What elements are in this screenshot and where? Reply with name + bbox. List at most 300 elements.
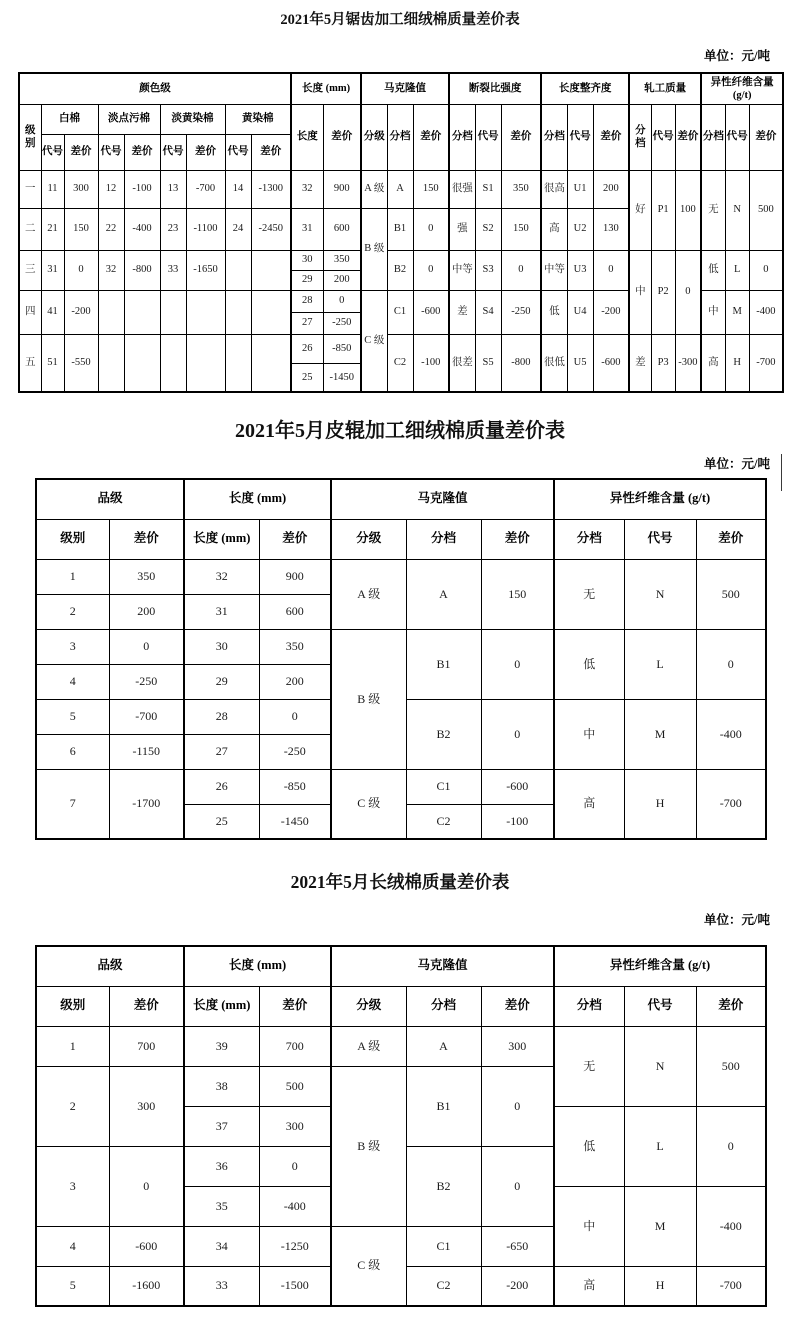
cell: -200 <box>481 1266 554 1306</box>
cell: L <box>624 629 696 699</box>
empty-cell <box>160 334 186 392</box>
cell: 29 <box>291 270 323 290</box>
cell: 很差 <box>449 334 475 392</box>
cell: 51 <box>41 334 64 392</box>
cell: -650 <box>481 1226 554 1266</box>
cell: 低 <box>554 629 624 699</box>
header-cell: 代号 <box>160 134 186 170</box>
table-row <box>19 170 783 208</box>
cell: 0 <box>109 1146 184 1226</box>
header-cell: 代号 <box>567 104 593 170</box>
cell: 26 <box>291 334 323 363</box>
cell: 25 <box>184 804 259 839</box>
cell: A <box>406 559 481 629</box>
cell: 300 <box>109 1066 184 1146</box>
cell: U4 <box>567 290 593 334</box>
cell: 500 <box>259 1066 331 1106</box>
cell: 37 <box>184 1106 259 1146</box>
header-cell: 差价 <box>481 986 554 1026</box>
header-length: 长度 (mm) <box>184 479 331 519</box>
cell: 22 <box>98 208 124 250</box>
cell: 很低 <box>541 334 567 392</box>
header-micronaire: 马克隆值 <box>361 73 449 104</box>
cell: 0 <box>109 629 184 664</box>
header-cell: 差价 <box>696 986 766 1026</box>
cell: -250 <box>501 290 541 334</box>
table1-unit-label <box>0 49 770 64</box>
cell: 4 <box>36 664 109 699</box>
cell: -400 <box>696 1186 766 1266</box>
cell: C2 <box>387 334 413 392</box>
cell: 28 <box>184 699 259 734</box>
cell: U3 <box>567 250 593 290</box>
cell: 0 <box>323 290 361 312</box>
header-color-grade: 颜色级 <box>19 73 291 104</box>
cell: 32 <box>98 250 124 290</box>
cell: 中等 <box>541 250 567 290</box>
cell: -850 <box>259 769 331 804</box>
header-grade-section: 品级 <box>36 946 184 986</box>
header-grade-section: 品级 <box>36 479 184 519</box>
header-cell: 代号 <box>725 104 749 170</box>
header-length: 长度 (mm) <box>184 946 331 986</box>
cell: 0 <box>696 629 766 699</box>
table-row <box>36 479 766 519</box>
cell: 1 <box>36 1026 109 1066</box>
cell: U1 <box>567 170 593 208</box>
cell: -250 <box>323 312 361 334</box>
cell: 差 <box>629 334 651 392</box>
table3-unit-label <box>0 913 770 928</box>
table-row <box>36 559 766 594</box>
cell: 300 <box>64 170 98 208</box>
cell: -1700 <box>109 769 184 839</box>
table3-title: 2021年5月长绒棉质量差价表 <box>290 872 510 892</box>
header-strength: 断裂比强度 <box>449 73 541 104</box>
header-cell: 级别 <box>36 519 109 559</box>
header-cell: 代号 <box>624 519 696 559</box>
header-cell: 代号 <box>98 134 124 170</box>
cell: B 级 <box>331 629 406 769</box>
cell: 6 <box>36 734 109 769</box>
header-cell: 代号 <box>651 104 675 170</box>
unit-text <box>704 457 770 472</box>
table2-unit-label <box>0 457 770 472</box>
cell: -600 <box>593 334 629 392</box>
cell: 36 <box>184 1146 259 1186</box>
cell: 200 <box>323 270 361 290</box>
cell: 高 <box>554 769 624 839</box>
cell: A 级 <box>361 170 387 208</box>
header-length: 长度 (mm) <box>291 73 361 104</box>
cell: N <box>624 559 696 629</box>
cell: -1650 <box>186 250 225 290</box>
empty-cell <box>186 290 225 334</box>
cell: -100 <box>124 170 160 208</box>
header-cell: 差价 <box>124 134 160 170</box>
cell: 高 <box>541 208 567 250</box>
empty-cell <box>98 290 124 334</box>
header-foreign-fiber-line1: 异性纤维含量 <box>710 76 774 88</box>
cell: 900 <box>259 559 331 594</box>
table-row <box>36 519 766 559</box>
cell: L <box>725 250 749 290</box>
cell: P2 <box>651 250 675 334</box>
header-cell: 分档 <box>406 986 481 1026</box>
header-cell: 差价 <box>259 986 331 1026</box>
cell: 中 <box>554 699 624 769</box>
header-cell: 级别 <box>36 986 109 1026</box>
cell: U5 <box>567 334 593 392</box>
cell: C2 <box>406 804 481 839</box>
cell: 500 <box>696 1026 766 1106</box>
cell: -700 <box>696 769 766 839</box>
cell: 24 <box>225 208 251 250</box>
header-cell: 分档 <box>406 519 481 559</box>
table-row <box>36 946 766 986</box>
cell: 0 <box>64 250 98 290</box>
empty-cell <box>251 250 291 290</box>
cell: 5 <box>36 699 109 734</box>
cell: 500 <box>696 559 766 629</box>
cell: 二 <box>19 208 41 250</box>
cell: 28 <box>291 290 323 312</box>
cell: -250 <box>109 664 184 699</box>
cell: 7 <box>36 769 109 839</box>
cell: 23 <box>160 208 186 250</box>
table-border-artifact <box>781 454 782 491</box>
cell: 很高 <box>541 170 567 208</box>
table-row <box>19 104 783 134</box>
cell: 高 <box>701 334 725 392</box>
header-cell: 分级 <box>331 986 406 1026</box>
cell: B1 <box>387 208 413 250</box>
header-cell: 分档 <box>629 104 651 170</box>
empty-cell <box>186 334 225 392</box>
header-cell: 差价 <box>413 104 449 170</box>
header-yellow-cotton: 黄染棉 <box>225 104 291 134</box>
cell: 五 <box>19 334 41 392</box>
header-cell: 差价 <box>501 104 541 170</box>
header-cell: 差价 <box>696 519 766 559</box>
cell: 200 <box>259 664 331 699</box>
cell: S1 <box>475 170 501 208</box>
cell: 三 <box>19 250 41 290</box>
empty-cell <box>160 290 186 334</box>
cell: C1 <box>406 769 481 804</box>
cell: 0 <box>696 1106 766 1186</box>
cell: 33 <box>160 250 186 290</box>
empty-cell <box>225 290 251 334</box>
header-cell: 差价 <box>749 104 783 170</box>
cell: 900 <box>323 170 361 208</box>
header-micronaire: 马克隆值 <box>331 479 554 519</box>
cell: -250 <box>259 734 331 769</box>
header-cell: 分档 <box>449 104 475 170</box>
cell: 中 <box>554 1186 624 1266</box>
cell: H <box>725 334 749 392</box>
header-ginning-quality: 轧工质量 <box>629 73 701 104</box>
cell: -400 <box>259 1186 331 1226</box>
cell: P3 <box>651 334 675 392</box>
cell: 350 <box>109 559 184 594</box>
cell: A 级 <box>331 559 406 629</box>
cell: 无 <box>554 559 624 629</box>
cell: 350 <box>259 629 331 664</box>
header-micronaire: 马克隆值 <box>331 946 554 986</box>
table-row <box>36 629 766 664</box>
cell: 2 <box>36 594 109 629</box>
header-cell: 差价 <box>109 519 184 559</box>
header-cell: 分级 <box>361 104 387 170</box>
empty-cell <box>124 334 160 392</box>
empty-cell <box>225 250 251 290</box>
cell: 300 <box>259 1106 331 1146</box>
header-cell: 差价 <box>251 134 291 170</box>
header-cell: 差价 <box>323 104 361 170</box>
cell: 0 <box>259 699 331 734</box>
header-cell: 分级 <box>331 519 406 559</box>
cell: 130 <box>593 208 629 250</box>
cell: 600 <box>259 594 331 629</box>
header-cell: 分档 <box>541 104 567 170</box>
cell: 12 <box>98 170 124 208</box>
header-cell: 分档 <box>387 104 413 170</box>
cell: 30 <box>291 250 323 270</box>
cell: 5 <box>36 1266 109 1306</box>
cell: 1 <box>36 559 109 594</box>
cell: U2 <box>567 208 593 250</box>
cell: -600 <box>109 1226 184 1266</box>
cell: 11 <box>41 170 64 208</box>
cell: 中 <box>629 250 651 334</box>
cell: S5 <box>475 334 501 392</box>
empty-cell <box>251 334 291 392</box>
cell: 600 <box>323 208 361 250</box>
cell: 31 <box>291 208 323 250</box>
cell: 31 <box>184 594 259 629</box>
cell: N <box>725 170 749 250</box>
header-foreign-fiber: 异性纤维含量 (g/t) <box>554 946 766 986</box>
header-light-yellow-cotton: 淡黄染棉 <box>160 104 225 134</box>
header-white-cotton: 白棉 <box>41 104 98 134</box>
header-cell: 代号 <box>225 134 251 170</box>
cell: -1150 <box>109 734 184 769</box>
header-cell: 差价 <box>675 104 701 170</box>
cell: C1 <box>406 1226 481 1266</box>
sawtooth-cotton-price-table <box>18 72 784 393</box>
cell: 300 <box>481 1026 554 1066</box>
cell: 一 <box>19 170 41 208</box>
cell: 350 <box>501 170 541 208</box>
header-cell: 差价 <box>259 519 331 559</box>
cell: -1100 <box>186 208 225 250</box>
header-cell: 代号 <box>624 986 696 1026</box>
cell: 32 <box>291 170 323 208</box>
header-cell: 差价 <box>186 134 225 170</box>
cell: 14 <box>225 170 251 208</box>
cell: H <box>624 769 696 839</box>
cell: -850 <box>323 334 361 363</box>
header-cell: 差价 <box>593 104 629 170</box>
cell: 无 <box>554 1026 624 1106</box>
cell: A <box>406 1026 481 1066</box>
cell: -700 <box>749 334 783 392</box>
header-foreign-fiber-line2: (g/t) <box>732 89 752 101</box>
cell: 高 <box>554 1266 624 1306</box>
cell: 0 <box>259 1146 331 1186</box>
cell: B2 <box>406 699 481 769</box>
cell: 25 <box>291 363 323 392</box>
cell: 33 <box>184 1266 259 1306</box>
cell: 0 <box>413 208 449 250</box>
cell: 200 <box>109 594 184 629</box>
cell: A 级 <box>331 1026 406 1066</box>
cell: 27 <box>291 312 323 334</box>
cell: -1450 <box>259 804 331 839</box>
cell: -600 <box>413 290 449 334</box>
table-row <box>19 250 783 270</box>
long-staple-cotton-price-table <box>35 945 767 1307</box>
cell: 好 <box>629 170 651 250</box>
cell: 低 <box>701 250 725 290</box>
cell: 低 <box>541 290 567 334</box>
cell: 27 <box>184 734 259 769</box>
cell: -1300 <box>251 170 291 208</box>
cell: 3 <box>36 1146 109 1226</box>
cell: 0 <box>675 250 701 334</box>
cell: -100 <box>481 804 554 839</box>
cell: L <box>624 1106 696 1186</box>
empty-cell <box>225 334 251 392</box>
cell: 150 <box>481 559 554 629</box>
header-cell: 差价 <box>109 986 184 1026</box>
cell: M <box>624 699 696 769</box>
cell: 强 <box>449 208 475 250</box>
cell: S4 <box>475 290 501 334</box>
cell: -1250 <box>259 1226 331 1266</box>
cell: 38 <box>184 1066 259 1106</box>
table2-title: 2021年5月皮辊加工细绒棉质量差价表 <box>235 420 565 442</box>
cell: 30 <box>184 629 259 664</box>
header-cell: 差价 <box>481 519 554 559</box>
header-cell: 长度 (mm) <box>184 519 259 559</box>
cell: 500 <box>749 170 783 250</box>
cell: -600 <box>481 769 554 804</box>
table-row <box>36 986 766 1026</box>
cell: A <box>387 170 413 208</box>
table-row <box>36 769 766 804</box>
cell: 3 <box>36 629 109 664</box>
header-foreign-fiber <box>701 73 783 104</box>
cell: -400 <box>749 290 783 334</box>
cell: B1 <box>406 1066 481 1146</box>
header-cell: 分档 <box>554 519 624 559</box>
cell: 150 <box>501 208 541 250</box>
header-foreign-fiber: 异性纤维含量 (g/t) <box>554 479 766 519</box>
cell: 350 <box>323 250 361 270</box>
cell: 39 <box>184 1026 259 1066</box>
header-cell: 长度 (mm) <box>184 986 259 1026</box>
cell: M <box>725 290 749 334</box>
cell: 29 <box>184 664 259 699</box>
cell: 0 <box>481 1146 554 1226</box>
cell: M <box>624 1186 696 1266</box>
roller-gin-cotton-price-table <box>35 478 767 840</box>
cell: 4 <box>36 1226 109 1266</box>
cell: 0 <box>593 250 629 290</box>
cell: 0 <box>481 699 554 769</box>
cell: S3 <box>475 250 501 290</box>
cell: -2450 <box>251 208 291 250</box>
header-cell: 代号 <box>41 134 64 170</box>
header-grade: 级别 <box>19 104 41 170</box>
cell: 700 <box>109 1026 184 1066</box>
cell: -1500 <box>259 1266 331 1306</box>
cell: -1450 <box>323 363 361 392</box>
cell: C2 <box>406 1266 481 1306</box>
cell: -100 <box>413 334 449 392</box>
cell: H <box>624 1266 696 1306</box>
cell: 很强 <box>449 170 475 208</box>
cell: B 级 <box>361 208 387 290</box>
cell: 0 <box>413 250 449 290</box>
cell: 低 <box>554 1106 624 1186</box>
header-cell: 代号 <box>475 104 501 170</box>
cell: 13 <box>160 170 186 208</box>
cell: P1 <box>651 170 675 250</box>
table-row <box>36 1026 766 1066</box>
cell: B2 <box>387 250 413 290</box>
table1-title: 2021年5月锯齿加工细绒棉质量差价表 <box>280 12 520 28</box>
header-cell: 长度 <box>291 104 323 170</box>
cell: 中等 <box>449 250 475 290</box>
cell: -550 <box>64 334 98 392</box>
cell: N <box>624 1026 696 1106</box>
header-cell: 分档 <box>701 104 725 170</box>
cell: 32 <box>184 559 259 594</box>
cell: 35 <box>184 1186 259 1226</box>
cell: -400 <box>696 699 766 769</box>
empty-cell <box>124 290 160 334</box>
header-uniformity: 长度整齐度 <box>541 73 629 104</box>
cell: 200 <box>593 170 629 208</box>
cell: 0 <box>501 250 541 290</box>
cell: 150 <box>64 208 98 250</box>
cell: -700 <box>109 699 184 734</box>
cell: 31 <box>41 250 64 290</box>
cell: 700 <box>259 1026 331 1066</box>
cell: B1 <box>406 629 481 699</box>
cell: B2 <box>406 1146 481 1226</box>
unit-text: 单位：元/吨 <box>704 49 770 63</box>
cell: -800 <box>124 250 160 290</box>
cell: 0 <box>749 250 783 290</box>
cell: -700 <box>186 170 225 208</box>
cell: 2 <box>36 1066 109 1146</box>
header-cell: 差价 <box>64 134 98 170</box>
cell: 0 <box>481 1066 554 1146</box>
cell: -700 <box>696 1266 766 1306</box>
cell: S2 <box>475 208 501 250</box>
cell: 差 <box>449 290 475 334</box>
cell: -400 <box>124 208 160 250</box>
empty-cell <box>251 290 291 334</box>
cell: -300 <box>675 334 701 392</box>
cell: 21 <box>41 208 64 250</box>
header-cell: 分档 <box>554 986 624 1026</box>
cell: 34 <box>184 1226 259 1266</box>
